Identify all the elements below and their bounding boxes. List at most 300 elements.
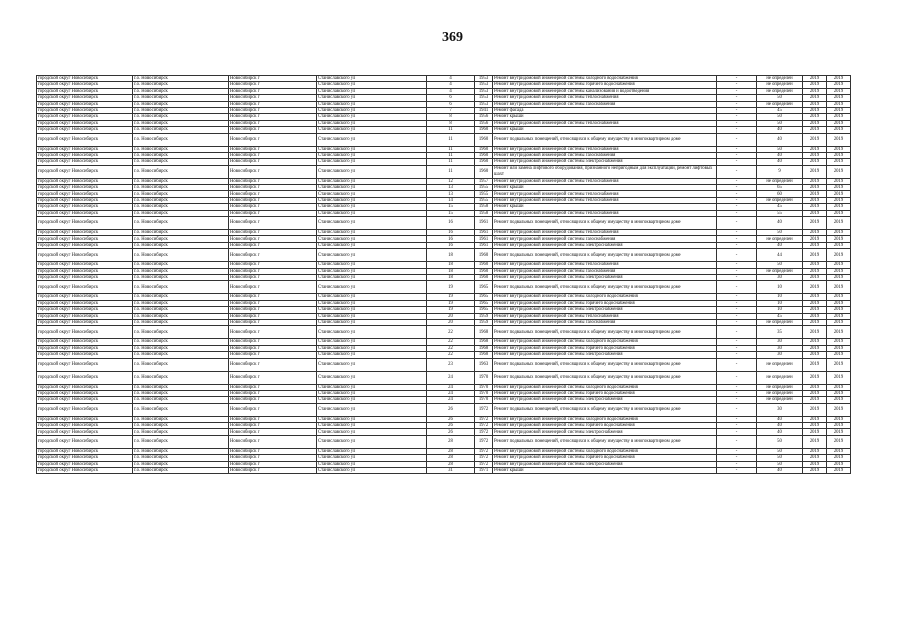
cell-settlement: г.о. Новосибирск xyxy=(133,281,229,294)
cell-municipality: городской округ Новосибирск xyxy=(37,461,133,467)
cell-year-end: 2019 xyxy=(827,127,851,133)
cell-settlement: г.о. Новосибирск xyxy=(133,326,229,339)
cell-year-built: 1961 xyxy=(475,217,493,230)
cell-dash: - xyxy=(717,159,757,165)
cell-locality: Новосибирск г xyxy=(229,204,317,210)
cell-cost: 40 xyxy=(757,127,803,133)
cell-house-number: 19 xyxy=(427,281,475,294)
cell-year-start: 2019 xyxy=(803,326,827,339)
cell-year-start: 2019 xyxy=(803,76,827,82)
cell-year-start: 2019 xyxy=(803,281,827,294)
cell-street: Станиславского ул xyxy=(317,76,427,82)
cell-street: Станиславского ул xyxy=(317,236,427,242)
cell-settlement: г.о. Новосибирск xyxy=(133,268,229,274)
cell-municipality: городской округ Новосибирск xyxy=(37,307,133,313)
cell-street: Станиславского ул xyxy=(317,345,427,351)
cell-work-type: Ремонт внутридомовой инженерной системы газоснабжения xyxy=(493,236,717,242)
cell-street: Станиславского ул xyxy=(317,217,427,230)
cell-year-end: 2019 xyxy=(827,300,851,306)
cell-year-built: 1972 xyxy=(475,403,493,416)
cell-year-built: 1960 xyxy=(475,249,493,262)
cell-dash: - xyxy=(717,152,757,158)
cell-settlement: г.о. Новосибирск xyxy=(133,242,229,248)
cell-year-built: 1941 xyxy=(475,107,493,113)
cell-municipality: городской округ Новосибирск xyxy=(37,88,133,94)
cell-municipality: городской округ Новосибирск xyxy=(37,236,133,242)
cell-house-number: 19 xyxy=(427,294,475,300)
cell-street: Станиславского ул xyxy=(317,300,427,306)
cell-work-type: Ремонт внутридомовой инженерной системы электроснабжения xyxy=(493,397,717,403)
cell-year-start: 2019 xyxy=(803,268,827,274)
cell-house-number: 12 xyxy=(427,178,475,184)
cell-street: Станиславского ул xyxy=(317,191,427,197)
cell-locality: Новосибирск г xyxy=(229,307,317,313)
cell-cost: 50 xyxy=(757,95,803,101)
cell-work-type: Ремонт внутридомовой инженерной системы холодного водоснабжения xyxy=(493,76,717,82)
cell-municipality: городской округ Новосибирск xyxy=(37,416,133,422)
cell-cost: не определен xyxy=(757,319,803,325)
cell-year-start: 2019 xyxy=(803,217,827,230)
cell-locality: Новосибирск г xyxy=(229,468,317,474)
cell-street: Станиславского ул xyxy=(317,371,427,384)
cell-year-built: 1960 xyxy=(475,146,493,152)
table-row xyxy=(37,281,851,294)
cell-year-start: 2019 xyxy=(803,88,827,94)
cell-locality: Новосибирск г xyxy=(229,326,317,339)
cell-year-built: 1960 xyxy=(475,274,493,280)
cell-year-built: 1968 xyxy=(475,326,493,339)
cell-house-number: 28 xyxy=(427,448,475,454)
cell-work-type: Ремонт подвальных помещений, относящихся к общему имуществу в многоквартирном доме xyxy=(493,217,717,230)
cell-street: Станиславского ул xyxy=(317,204,427,210)
cell-settlement: г.о. Новосибирск xyxy=(133,423,229,429)
cell-year-start: 2019 xyxy=(803,262,827,268)
cell-street: Станиславского ул xyxy=(317,274,427,280)
cell-house-number: 26 xyxy=(427,416,475,422)
cell-year-start: 2019 xyxy=(803,307,827,313)
cell-work-type: Ремонт внутридомовой инженерной системы теплоснабжения xyxy=(493,146,717,152)
cell-settlement: г.о. Новосибирск xyxy=(133,152,229,158)
cell-cost: не определен xyxy=(757,390,803,396)
cell-locality: Новосибирск г xyxy=(229,455,317,461)
cell-settlement: г.о. Новосибирск xyxy=(133,468,229,474)
cell-cost: 40 xyxy=(757,217,803,230)
cell-municipality: городской округ Новосибирск xyxy=(37,448,133,454)
cell-year-end: 2019 xyxy=(827,397,851,403)
cell-house-number: 4 xyxy=(427,82,475,88)
cell-work-type: Ремонт внутридомовой инженерной системы электроснабжения xyxy=(493,352,717,358)
cell-municipality: городской округ Новосибирск xyxy=(37,403,133,416)
cell-year-start: 2019 xyxy=(803,159,827,165)
cell-house-number: 11 xyxy=(427,133,475,146)
cell-cost: 50 xyxy=(757,120,803,126)
cell-street: Станиславского ул xyxy=(317,403,427,416)
cell-locality: Новосибирск г xyxy=(229,435,317,448)
cell-locality: Новосибирск г xyxy=(229,339,317,345)
cell-year-built: 1953 xyxy=(475,76,493,82)
cell-year-built: 1970 xyxy=(475,371,493,384)
cell-work-type: Ремонт внутридомовой инженерной системы теплоснабжения xyxy=(493,230,717,236)
cell-locality: Новосибирск г xyxy=(229,133,317,146)
cell-year-end: 2019 xyxy=(827,242,851,248)
cell-year-built: 1953 xyxy=(475,82,493,88)
cell-locality: Новосибирск г xyxy=(229,101,317,107)
cell-locality: Новосибирск г xyxy=(229,185,317,191)
cell-street: Станиславского ул xyxy=(317,319,427,325)
cell-work-type: Ремонт внутридомовой инженерной системы горячего водоснабжения xyxy=(493,300,717,306)
cell-settlement: г.о. Новосибирск xyxy=(133,345,229,351)
cell-dash: - xyxy=(717,274,757,280)
cell-locality: Новосибирск г xyxy=(229,249,317,262)
cell-year-end: 2019 xyxy=(827,345,851,351)
cell-street: Станиславского ул xyxy=(317,178,427,184)
cell-house-number: 26 xyxy=(427,423,475,429)
cell-dash: - xyxy=(717,114,757,120)
cell-municipality: городской округ Новосибирск xyxy=(37,429,133,435)
cell-year-built: 1953 xyxy=(475,95,493,101)
cell-settlement: г.о. Новосибирск xyxy=(133,204,229,210)
cell-municipality: городской округ Новосибирск xyxy=(37,423,133,429)
cell-cost: 40 xyxy=(757,429,803,435)
cell-settlement: г.о. Новосибирск xyxy=(133,262,229,268)
cell-dash: - xyxy=(717,88,757,94)
cell-year-end: 2019 xyxy=(827,294,851,300)
cell-year-start: 2019 xyxy=(803,319,827,325)
cell-municipality: городской округ Новосибирск xyxy=(37,204,133,210)
cell-cost: 65 xyxy=(757,185,803,191)
cell-street: Станиславского ул xyxy=(317,146,427,152)
cell-locality: Новосибирск г xyxy=(229,230,317,236)
cell-year-end: 2019 xyxy=(827,236,851,242)
cell-year-built: 1965 xyxy=(475,300,493,306)
cell-cost: 40 xyxy=(757,416,803,422)
cell-year-built: 1957 xyxy=(475,178,493,184)
cell-year-built: 1965 xyxy=(475,294,493,300)
cell-settlement: г.о. Новосибирск xyxy=(133,210,229,216)
cell-street: Станиславского ул xyxy=(317,95,427,101)
cell-year-end: 2019 xyxy=(827,146,851,152)
cell-locality: Новосибирск г xyxy=(229,82,317,88)
cell-locality: Новосибирск г xyxy=(229,397,317,403)
cell-work-type: Ремонт внутридомовой инженерной системы электроснабжения xyxy=(493,242,717,248)
cell-house-number: 23 xyxy=(427,358,475,371)
cell-municipality: городской округ Новосибирск xyxy=(37,339,133,345)
cell-cost: 10 xyxy=(757,307,803,313)
cell-work-type: Ремонт или замена лифтового оборудования, признанного непригодным для эксплуатации, ремонт лифтовых шахт xyxy=(493,165,717,178)
cell-municipality: городской округ Новосибирск xyxy=(37,384,133,390)
cell-year-start: 2019 xyxy=(803,435,827,448)
cell-street: Станиславского ул xyxy=(317,416,427,422)
cell-year-start: 2019 xyxy=(803,345,827,351)
cell-dash: - xyxy=(717,127,757,133)
cell-locality: Новосибирск г xyxy=(229,390,317,396)
cell-settlement: г.о. Новосибирск xyxy=(133,313,229,319)
cell-locality: Новосибирск г xyxy=(229,152,317,158)
cell-year-start: 2019 xyxy=(803,127,827,133)
cell-street: Станиславского ул xyxy=(317,352,427,358)
cell-dash: - xyxy=(717,281,757,294)
cell-dash: - xyxy=(717,76,757,82)
cell-municipality: городской округ Новосибирск xyxy=(37,319,133,325)
cell-house-number: 28 xyxy=(427,461,475,467)
cell-municipality: городской округ Новосибирск xyxy=(37,76,133,82)
cell-house-number: 13 xyxy=(427,185,475,191)
cell-year-start: 2019 xyxy=(803,82,827,88)
cell-municipality: городской округ Новосибирск xyxy=(37,455,133,461)
cell-house-number: 18 xyxy=(427,249,475,262)
cell-settlement: г.о. Новосибирск xyxy=(133,165,229,178)
cell-dash: - xyxy=(717,185,757,191)
cell-work-type: Ремонт внутридомовой инженерной системы холодного водоснабжения xyxy=(493,416,717,422)
cell-year-end: 2019 xyxy=(827,313,851,319)
cell-year-built: 1960 xyxy=(475,133,493,146)
cell-dash: - xyxy=(717,268,757,274)
cell-cost: 45 xyxy=(757,204,803,210)
cell-cost: 40 xyxy=(757,468,803,474)
cell-settlement: г.о. Новосибирск xyxy=(133,159,229,165)
cell-cost: 50 xyxy=(757,114,803,120)
cell-dash: - xyxy=(717,371,757,384)
cell-municipality: городской округ Новосибирск xyxy=(37,159,133,165)
cell-municipality: городской округ Новосибирск xyxy=(37,435,133,448)
cell-street: Станиславского ул xyxy=(317,88,427,94)
cell-house-number: 22 xyxy=(427,326,475,339)
table-row xyxy=(37,133,851,146)
cell-cost: 9 xyxy=(757,165,803,178)
cell-house-number: 4 xyxy=(427,88,475,94)
cell-locality: Новосибирск г xyxy=(229,384,317,390)
cell-locality: Новосибирск г xyxy=(229,159,317,165)
cell-settlement: г.о. Новосибирск xyxy=(133,358,229,371)
cell-house-number: 24 xyxy=(427,397,475,403)
cell-year-built: 1959 xyxy=(475,313,493,319)
table-row xyxy=(37,217,851,230)
cell-work-type: Ремонт внутридомовой инженерной системы электроснабжения xyxy=(493,159,717,165)
cell-cost: 50 xyxy=(757,461,803,467)
cell-cost: не определен xyxy=(757,358,803,371)
cell-municipality: городской округ Новосибирск xyxy=(37,300,133,306)
table-row xyxy=(37,358,851,371)
cell-cost: 44 xyxy=(757,249,803,262)
cell-house-number: 11 xyxy=(427,127,475,133)
cell-year-start: 2019 xyxy=(803,236,827,242)
cell-settlement: г.о. Новосибирск xyxy=(133,307,229,313)
cell-dash: - xyxy=(717,236,757,242)
cell-cost: не определен xyxy=(757,178,803,184)
cell-house-number: 6 xyxy=(427,95,475,101)
cell-dash: - xyxy=(717,82,757,88)
cell-municipality: городской округ Новосибирск xyxy=(37,114,133,120)
table-row xyxy=(37,371,851,384)
cell-dash: - xyxy=(717,455,757,461)
table-row xyxy=(37,435,851,448)
cell-dash: - xyxy=(717,390,757,396)
cell-locality: Новосибирск г xyxy=(229,352,317,358)
cell-settlement: г.о. Новосибирск xyxy=(133,185,229,191)
cell-house-number: 11 xyxy=(427,146,475,152)
cell-street: Станиславского ул xyxy=(317,326,427,339)
cell-street: Станиславского ул xyxy=(317,152,427,158)
cell-year-end: 2019 xyxy=(827,165,851,178)
cell-cost: не определен xyxy=(757,268,803,274)
cell-dash: - xyxy=(717,101,757,107)
cell-work-type: Ремонт крыши xyxy=(493,114,717,120)
cell-work-type: Ремонт внутридомовой инженерной системы горячего водоснабжения xyxy=(493,82,717,88)
cell-dash: - xyxy=(717,416,757,422)
cell-cost: не определен xyxy=(757,101,803,107)
cell-house-number: 26 xyxy=(427,403,475,416)
cell-cost: 30 xyxy=(757,345,803,351)
cell-cost: 30 xyxy=(757,403,803,416)
cell-year-start: 2019 xyxy=(803,133,827,146)
cell-year-end: 2019 xyxy=(827,178,851,184)
cell-cost: 45 xyxy=(757,313,803,319)
cell-dash: - xyxy=(717,249,757,262)
cell-work-type: Ремонт внутридомовой инженерной системы электроснабжения xyxy=(493,307,717,313)
cell-work-type: Ремонт внутридомовой инженерной системы электроснабжения xyxy=(493,274,717,280)
cell-year-start: 2019 xyxy=(803,358,827,371)
cell-street: Станиславского ул xyxy=(317,120,427,126)
cell-work-type: Ремонт внутридомовой инженерной системы холодного водоснабжения xyxy=(493,384,717,390)
cell-municipality: городской округ Новосибирск xyxy=(37,242,133,248)
cell-year-start: 2019 xyxy=(803,429,827,435)
cell-cost: 40 xyxy=(757,242,803,248)
cell-work-type: Ремонт внутридомовой инженерной системы горячего водоснабжения xyxy=(493,390,717,396)
cell-municipality: городской округ Новосибирск xyxy=(37,165,133,178)
table-row xyxy=(37,468,851,474)
cell-year-end: 2019 xyxy=(827,339,851,345)
cell-dash: - xyxy=(717,120,757,126)
cell-dash: - xyxy=(717,384,757,390)
cell-year-start: 2019 xyxy=(803,95,827,101)
cell-house-number: 16 xyxy=(427,217,475,230)
cell-municipality: городской округ Новосибирск xyxy=(37,95,133,101)
cell-settlement: г.о. Новосибирск xyxy=(133,339,229,345)
cell-year-built: 1970 xyxy=(475,384,493,390)
cell-municipality: городской округ Новосибирск xyxy=(37,468,133,474)
cell-locality: Новосибирск г xyxy=(229,371,317,384)
cell-work-type: Ремонт внутридомовой инженерной системы теплоснабжения xyxy=(493,262,717,268)
cell-year-end: 2019 xyxy=(827,435,851,448)
cell-year-start: 2019 xyxy=(803,455,827,461)
cell-work-type: Ремонт подвальных помещений, относящихся к общему имуществу в многоквартирном доме xyxy=(493,358,717,371)
cell-locality: Новосибирск г xyxy=(229,242,317,248)
cell-municipality: городской округ Новосибирск xyxy=(37,352,133,358)
cell-dash: - xyxy=(717,307,757,313)
cell-house-number: 16 xyxy=(427,230,475,236)
cell-locality: Новосибирск г xyxy=(229,165,317,178)
cell-municipality: городской округ Новосибирск xyxy=(37,101,133,107)
cell-municipality: городской округ Новосибирск xyxy=(37,120,133,126)
cell-settlement: г.о. Новосибирск xyxy=(133,319,229,325)
cell-year-start: 2019 xyxy=(803,352,827,358)
cell-year-start: 2019 xyxy=(803,468,827,474)
cell-dash: - xyxy=(717,435,757,448)
cell-municipality: городской округ Новосибирск xyxy=(37,210,133,216)
cell-year-end: 2019 xyxy=(827,358,851,371)
cell-house-number: 18 xyxy=(427,274,475,280)
cell-year-built: 1960 xyxy=(475,262,493,268)
cell-settlement: г.о. Новосибирск xyxy=(133,416,229,422)
cell-work-type: Ремонт внутридомовой инженерной системы теплоснабжения xyxy=(493,95,717,101)
cell-year-end: 2019 xyxy=(827,416,851,422)
cell-street: Станиславского ул xyxy=(317,313,427,319)
cell-dash: - xyxy=(717,146,757,152)
cell-work-type: Ремонт внутридомовой инженерной системы теплоснабжения xyxy=(493,178,717,184)
cell-settlement: г.о. Новосибирск xyxy=(133,352,229,358)
cell-year-start: 2019 xyxy=(803,165,827,178)
cell-street: Станиславского ул xyxy=(317,397,427,403)
cell-cost: не определен xyxy=(757,397,803,403)
cell-work-type: Ремонт внутридомовой инженерной системы теплоснабжения xyxy=(493,120,717,126)
cell-locality: Новосибирск г xyxy=(229,403,317,416)
cell-dash: - xyxy=(717,319,757,325)
cell-settlement: г.о. Новосибирск xyxy=(133,274,229,280)
cell-settlement: г.о. Новосибирск xyxy=(133,95,229,101)
cell-year-end: 2019 xyxy=(827,390,851,396)
cell-year-end: 2019 xyxy=(827,159,851,165)
cell-locality: Новосибирск г xyxy=(229,274,317,280)
cell-locality: Новосибирск г xyxy=(229,268,317,274)
cell-house-number: 6 xyxy=(427,101,475,107)
cell-year-built: 1955 xyxy=(475,197,493,203)
cell-dash: - xyxy=(717,358,757,371)
table-row xyxy=(37,403,851,416)
cell-dash: - xyxy=(717,262,757,268)
cell-street: Станиславского ул xyxy=(317,114,427,120)
cell-municipality: городской округ Новосибирск xyxy=(37,191,133,197)
cell-year-start: 2019 xyxy=(803,300,827,306)
cell-year-built: 1972 xyxy=(475,429,493,435)
cell-dash: - xyxy=(717,191,757,197)
cell-cost: 40 xyxy=(757,133,803,146)
cell-settlement: г.о. Новосибирск xyxy=(133,230,229,236)
cell-year-built: 1972 xyxy=(475,461,493,467)
cell-house-number: 15 xyxy=(427,204,475,210)
cell-dash: - xyxy=(717,165,757,178)
cell-settlement: г.о. Новосибирск xyxy=(133,120,229,126)
cell-work-type: Ремонт внутридомовой инженерной системы горячего водоснабжения xyxy=(493,345,717,351)
cell-street: Станиславского ул xyxy=(317,127,427,133)
cell-street: Станиславского ул xyxy=(317,101,427,107)
cell-year-start: 2019 xyxy=(803,204,827,210)
cell-house-number: 18 xyxy=(427,262,475,268)
cell-municipality: городской округ Новосибирск xyxy=(37,371,133,384)
cell-year-start: 2019 xyxy=(803,120,827,126)
cell-work-type: Ремонт подвальных помещений, относящихся к общему имуществу в многоквартирном доме xyxy=(493,435,717,448)
cell-year-end: 2019 xyxy=(827,210,851,216)
cell-year-built: 1965 xyxy=(475,307,493,313)
cell-municipality: городской округ Новосибирск xyxy=(37,358,133,371)
cell-cost: 50 xyxy=(757,230,803,236)
cell-year-end: 2019 xyxy=(827,114,851,120)
cell-street: Станиславского ул xyxy=(317,435,427,448)
cell-year-start: 2019 xyxy=(803,191,827,197)
cell-street: Станиславского ул xyxy=(317,185,427,191)
cell-street: Станиславского ул xyxy=(317,107,427,113)
cell-year-start: 2019 xyxy=(803,461,827,467)
cell-year-end: 2019 xyxy=(827,262,851,268)
cell-locality: Новосибирск г xyxy=(229,127,317,133)
cell-municipality: городской округ Новосибирск xyxy=(37,345,133,351)
cell-street: Станиславского ул xyxy=(317,281,427,294)
cell-year-built: 1955 xyxy=(475,185,493,191)
cell-dash: - xyxy=(717,423,757,429)
cell-cost: 10 xyxy=(757,281,803,294)
cell-municipality: городской округ Новосибирск xyxy=(37,217,133,230)
cell-work-type: Ремонт подвальных помещений, относящихся к общему имуществу в многоквартирном доме xyxy=(493,371,717,384)
cell-house-number: 15 xyxy=(427,210,475,216)
